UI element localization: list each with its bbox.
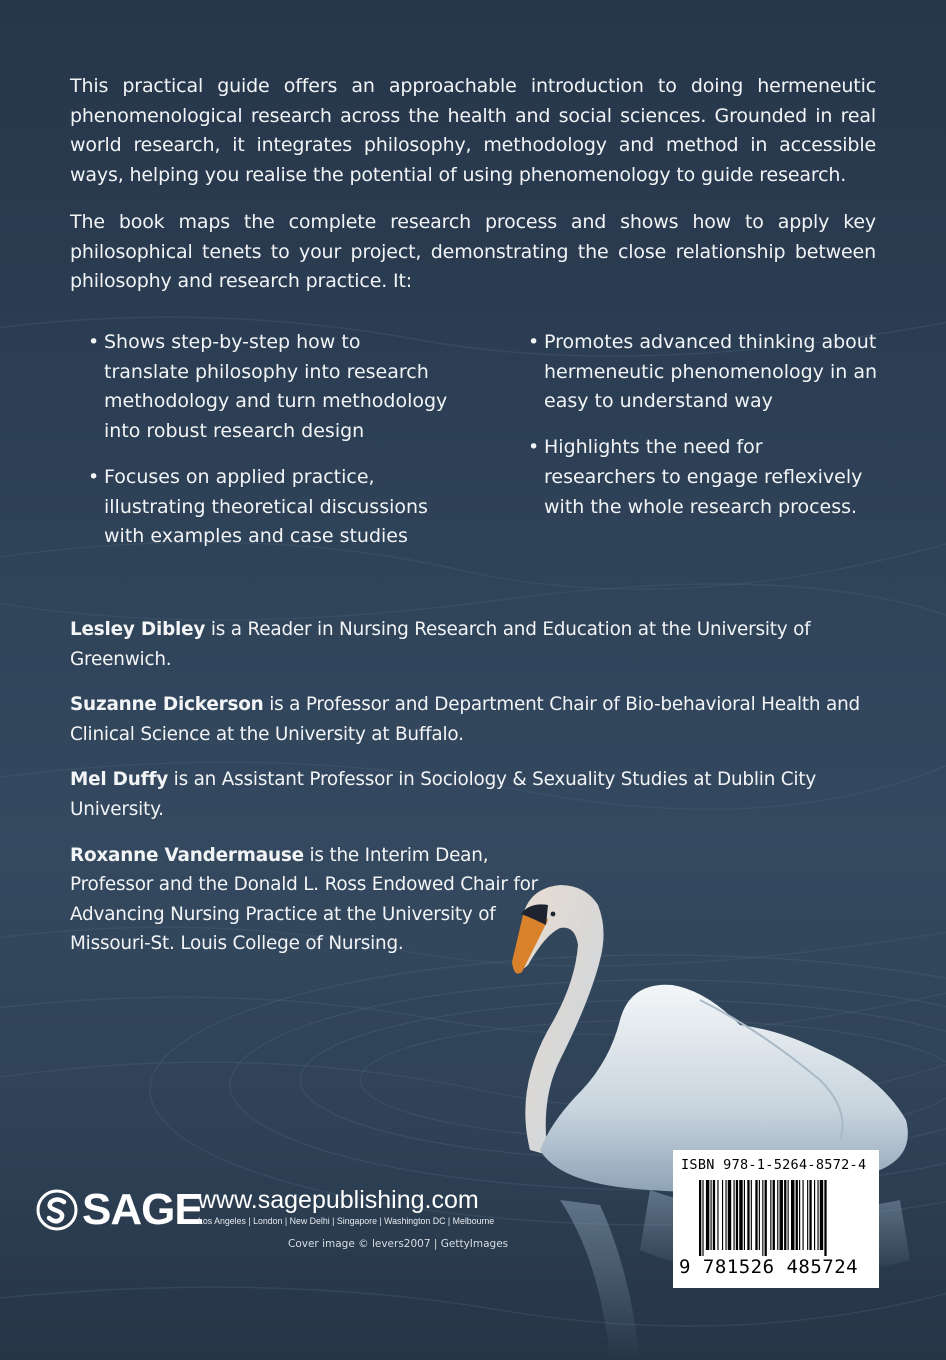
barcode-bar	[799, 1180, 800, 1250]
sage-wordmark: SAGE	[82, 1185, 203, 1234]
barcode-bar	[773, 1180, 775, 1250]
barcode-bar	[702, 1180, 703, 1256]
publisher-website[interactable]: www.sagepublishing.com	[198, 1186, 479, 1214]
barcode-bar	[717, 1180, 718, 1250]
barcode-bar	[744, 1180, 745, 1250]
barcode-bar	[807, 1180, 808, 1250]
barcode-bar	[734, 1180, 735, 1250]
barcode-number: 9 781526 485724	[679, 1256, 859, 1278]
barcode-bar	[699, 1180, 701, 1256]
barcode-bar	[711, 1180, 712, 1250]
barcode-bar	[722, 1180, 723, 1250]
barcode-bars	[699, 1180, 869, 1256]
barcode-bar	[770, 1180, 771, 1250]
barcode-bar	[817, 1180, 818, 1250]
barcode-bar	[739, 1180, 742, 1250]
isbn-barcode	[673, 1150, 879, 1288]
barcode-bar	[824, 1180, 826, 1256]
barcode-bar	[788, 1180, 789, 1250]
author-description: is an Assistant Professor in Sociology & Sexuality Studies at Dublin City University.	[70, 769, 817, 820]
author-name: Mel Duffy	[70, 769, 169, 791]
barcode-bar	[803, 1180, 804, 1250]
barcode-bar	[713, 1180, 715, 1250]
barcode-bar	[747, 1180, 749, 1250]
barcode-bar	[765, 1180, 767, 1256]
barcode-bar	[736, 1180, 738, 1250]
barcode-bar	[820, 1180, 823, 1250]
barcode-bar	[809, 1180, 811, 1250]
author-name: Roxanne Vandermause	[70, 844, 304, 866]
barcode-bar	[759, 1180, 760, 1250]
bullet-item: • Highlights the need for researchers to engage reflexively with the whole research process.	[528, 433, 878, 522]
barcode-bar	[784, 1180, 786, 1250]
barcode-bar	[777, 1180, 778, 1250]
barcode-bar	[791, 1180, 794, 1250]
sage-circle-s-icon	[36, 1189, 78, 1231]
barcode-bar	[755, 1180, 757, 1250]
sage-logo	[36, 1185, 203, 1235]
barcode-bar	[762, 1180, 763, 1256]
barcode-bar	[780, 1180, 783, 1250]
author-name: Lesley Dibley	[70, 619, 206, 640]
bullet-item: • Promotes advanced thinking about hermeneutic phenomenology in an easy to understand way	[528, 328, 878, 417]
barcode-bar	[725, 1180, 726, 1250]
isbn-label: ISBN 978-1-5264-8572-4	[681, 1157, 867, 1173]
barcode-bar	[751, 1180, 752, 1250]
description-paragraph-1: This practical guide offers an approachable introduction to doing hermeneutic phenomenological research across the health and social sciences. Grounded in real world research, it integrates philosophy, methodology and method in accessible ways, helping you realise the potential of using phenomenology to guide research.	[70, 75, 876, 187]
bullet-item: • Shows step-by-step how to translate philosophy into research methodology and turn methodology into robust research design	[88, 328, 448, 447]
description-paragraph-2: The book maps the complete research process and shows how to apply key philosophical tenets to your project, demonstrating the close relationship between philosophy and research practice. It:	[70, 210, 876, 293]
author-description: is a Professor and Department Chair of Bio-behavioral Health and Clinical Science at the University at Buffalo.	[70, 694, 860, 745]
barcode-bar	[814, 1180, 815, 1250]
barcode-bar	[706, 1180, 709, 1250]
author-description: is the Interim Dean, Professor and the Donald L. Ross Endowed Chair for Advancing Nursing Practice at the University of Missouri-St. Louis College of Nursing.	[70, 844, 539, 955]
publisher-cities: Los Angeles | London | New Delhi | Singapore | Washington DC | Melbourne	[198, 1216, 495, 1226]
barcode-bar	[728, 1180, 731, 1250]
author-name: Suzanne Dickerson	[70, 694, 264, 716]
bullet-item: • Focuses on applied practice, illustrating theoretical discussions with examples and case studies	[88, 463, 448, 552]
barcode-bar	[796, 1180, 798, 1250]
author-description: is a Reader in Nursing Research and Education at the University of Greenwich.	[70, 619, 811, 670]
cover-image-credit: Cover image © levers2007 | GettyImages	[288, 1238, 509, 1250]
